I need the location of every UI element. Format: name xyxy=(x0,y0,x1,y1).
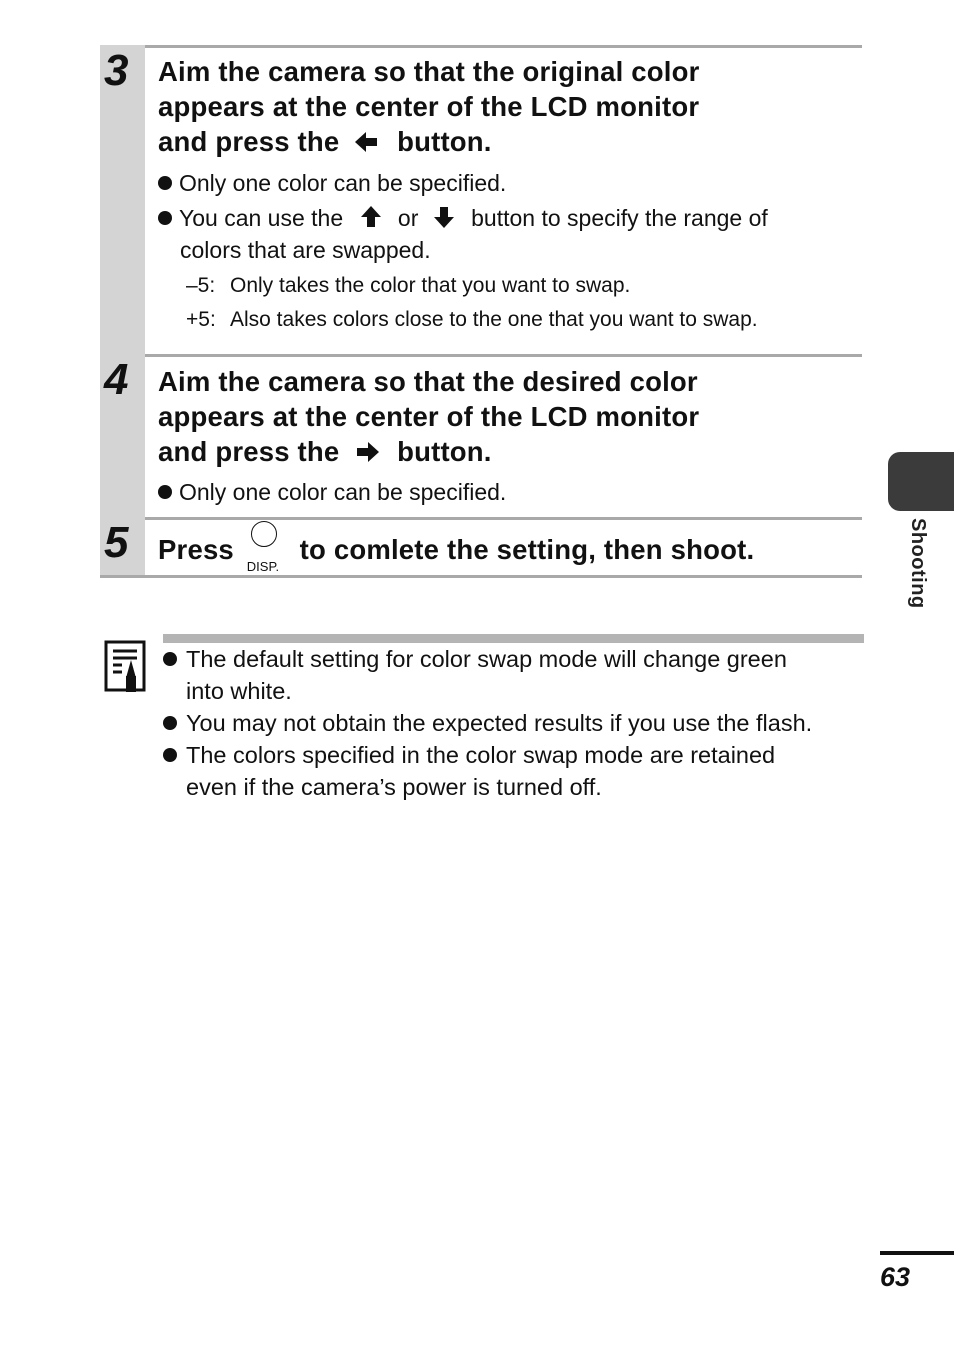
note-bar xyxy=(163,634,864,643)
section-tab-label: Shooting xyxy=(907,518,929,609)
heading-text: Press xyxy=(158,534,234,565)
heading-text: button. xyxy=(397,126,492,157)
range-label: –5: xyxy=(186,274,216,297)
disp-button-label: DISP. xyxy=(246,559,280,574)
range-text: Only takes the color that you want to swap. xyxy=(230,274,631,297)
step-number: 4 xyxy=(104,355,129,404)
left-arrow-icon xyxy=(355,126,379,161)
list-item: Only one color can be specified. xyxy=(158,476,506,508)
page-number: 63 xyxy=(880,1262,911,1292)
step-number: 5 xyxy=(104,518,129,567)
step-heading-line: appears at the center of the LCD monitor xyxy=(158,91,700,122)
step-5 xyxy=(100,517,862,576)
bullet-icon xyxy=(158,211,172,225)
list-item: Only one color can be specified. xyxy=(158,167,506,199)
step-divider xyxy=(100,354,862,357)
range-item xyxy=(186,305,758,335)
note-item: The colors specified in the color swap mode are retained xyxy=(163,739,775,771)
step-heading-line xyxy=(158,124,492,161)
step-heading-line: appears at the center of the LCD monitor xyxy=(158,401,700,432)
heading-text: button. xyxy=(397,436,492,467)
section-tab xyxy=(888,452,954,511)
step-heading-line: Aim the camera so that the desired color xyxy=(158,366,698,397)
step-divider xyxy=(100,517,862,520)
step-number: 3 xyxy=(104,46,129,95)
bullet-icon xyxy=(158,176,172,190)
step-3 xyxy=(100,45,862,355)
up-arrow-icon xyxy=(360,204,382,236)
step-divider xyxy=(100,45,862,48)
list-item: You can use the or button to specify the range of xyxy=(158,202,768,236)
step-heading-line xyxy=(158,434,492,471)
bullet-icon xyxy=(163,716,177,730)
bullet-icon xyxy=(163,748,177,762)
list-item-continuation: colors that are swapped. xyxy=(180,237,431,263)
note-item-continuation: into white. xyxy=(186,678,292,704)
disp-button-icon xyxy=(246,527,286,574)
range-item xyxy=(186,271,630,301)
range-label: +5: xyxy=(186,308,216,331)
note-icon xyxy=(104,640,148,699)
note-item-continuation: even if the camera’s power is turned off. xyxy=(186,774,602,800)
range-text: Also takes colors close to the one that you want to swap. xyxy=(230,308,758,331)
step-heading-line xyxy=(158,527,755,574)
down-arrow-icon xyxy=(433,204,455,236)
page-number-rule xyxy=(880,1251,954,1255)
heading-text: and press the xyxy=(158,436,340,467)
heading-text: to comlete the setting, then shoot. xyxy=(299,534,755,565)
section-bottom-divider xyxy=(100,575,862,578)
bullet-icon xyxy=(158,485,172,499)
right-arrow-icon xyxy=(355,436,379,471)
step-heading-line: Aim the camera so that the original color xyxy=(158,56,700,87)
bullet-icon xyxy=(163,652,177,666)
heading-text: and press the xyxy=(158,126,340,157)
step-4 xyxy=(100,354,862,518)
note-item: You may not obtain the expected results if you use the flash. xyxy=(163,707,812,739)
note-item: The default setting for color swap mode will change green xyxy=(163,643,787,675)
